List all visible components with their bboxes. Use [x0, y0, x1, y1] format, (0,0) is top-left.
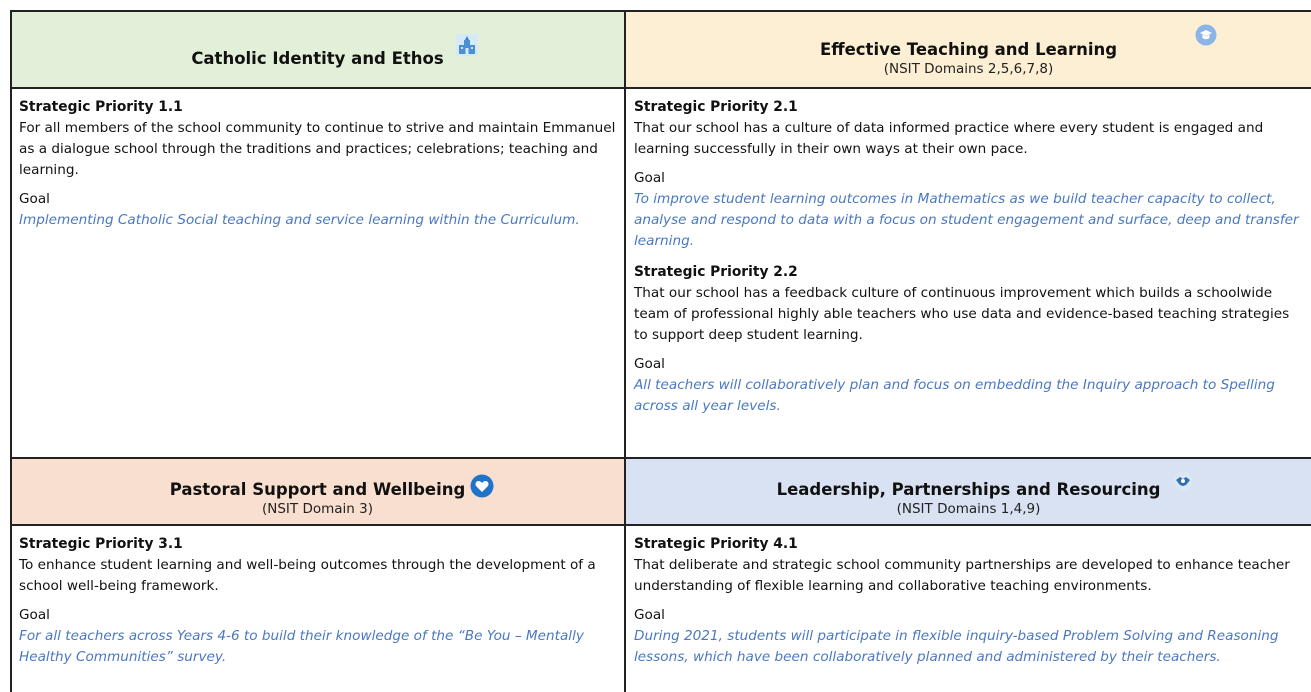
- goal-text: During 2021, students will participate in flexible inquiry-based Problem Solving and Reasoning lessons, which have been collaboratively planned and administered by their teachers.: [634, 628, 1279, 665]
- goal-text: All teachers will collaboratively plan and focus on embedding the Inquiry approach to Spelling across all year levels.: [634, 377, 1275, 414]
- quadrant-title: Pastoral Support and Wellbeing: [169, 480, 466, 499]
- border-left: [10, 10, 12, 692]
- strategic-priority-text: That deliberate and strategic school community partnerships are developed to enhance teacher understanding of flexible learning and collaborative teaching environments.: [634, 557, 1290, 594]
- quadrant-subtitle: (NSIT Domain 3): [262, 501, 373, 517]
- body-pastoral-support: [11, 526, 624, 692]
- body-leadership: [626, 526, 1311, 692]
- quadrant-title: Leadership, Partnerships and Resourcing: [776, 480, 1161, 499]
- border-header-2: [10, 524, 1311, 526]
- strategic-priority-title: Strategic Priority 3.1: [19, 536, 183, 552]
- border-center: [624, 10, 626, 692]
- heart-icon: [470, 474, 494, 498]
- strategic-priority-text: To enhance student learning and well-being outcomes through the development of a school well-being framework.: [19, 557, 596, 594]
- goal-text: Implementing Catholic Social teaching and service learning within the Curriculum.: [19, 212, 580, 228]
- quadrant-title: Effective Teaching and Learning: [819, 40, 1118, 59]
- border-middle: [10, 457, 1311, 459]
- border-header-1: [10, 87, 1311, 89]
- strategic-priority-title: Strategic Priority 1.1: [19, 99, 183, 115]
- goal-text: For all teachers across Years 4-6 to build their knowledge of the “Be You – Mentally Healthy Communities” survey.: [19, 628, 584, 665]
- goal-label: Goal: [19, 607, 50, 623]
- graduation-cap-icon: [1195, 24, 1217, 46]
- strategic-priorities-grid: [10, 10, 1311, 692]
- header-pastoral-support: [11, 459, 624, 524]
- goal-text: To improve student learning outcomes in Mathematics as we build teacher capacity to collect, analyse and respond to data with a focus on student engagement and surface, deep and transfer learning.: [634, 191, 1299, 249]
- goal-label: Goal: [634, 170, 665, 186]
- quadrant-title: Catholic Identity and Ethos: [191, 49, 444, 68]
- church-icon: [456, 34, 478, 56]
- header-catholic-identity: [11, 11, 624, 87]
- goal-label: Goal: [634, 607, 665, 623]
- strategic-priority-title: Strategic Priority 4.1: [634, 536, 798, 552]
- header-effective-teaching: [626, 11, 1311, 87]
- body-effective-teaching: [626, 89, 1311, 457]
- quadrant-subtitle: (NSIT Domains 1,4,9): [896, 501, 1041, 517]
- header-leadership: [626, 459, 1311, 524]
- strategic-priority-title: Strategic Priority 2.2: [634, 264, 798, 280]
- goal-label: Goal: [634, 356, 665, 372]
- strategic-priority-title: Strategic Priority 2.1: [634, 99, 798, 115]
- goal-label: Goal: [19, 191, 50, 207]
- strategic-priority-text: For all members of the school community to continue to strive and maintain Emmanuel as a dialogue school through the traditions and practices; celebrations; teaching and learning.: [19, 120, 616, 178]
- strategic-priority-text: That our school has a feedback culture of continuous improvement which builds a schoolwide team of professional highly able teachers who use data and evidence-based teaching strategies to support deep student learning.: [634, 285, 1290, 343]
- border-top: [10, 10, 1311, 12]
- handshake-icon: [1173, 471, 1193, 491]
- quadrant-subtitle: (NSIT Domains 2,5,6,7,8): [883, 61, 1054, 77]
- body-catholic-identity: [11, 89, 624, 457]
- strategic-priority-text: That our school has a culture of data informed practice where every student is engaged and learning successfully in their own ways at their own pace.: [634, 120, 1264, 157]
